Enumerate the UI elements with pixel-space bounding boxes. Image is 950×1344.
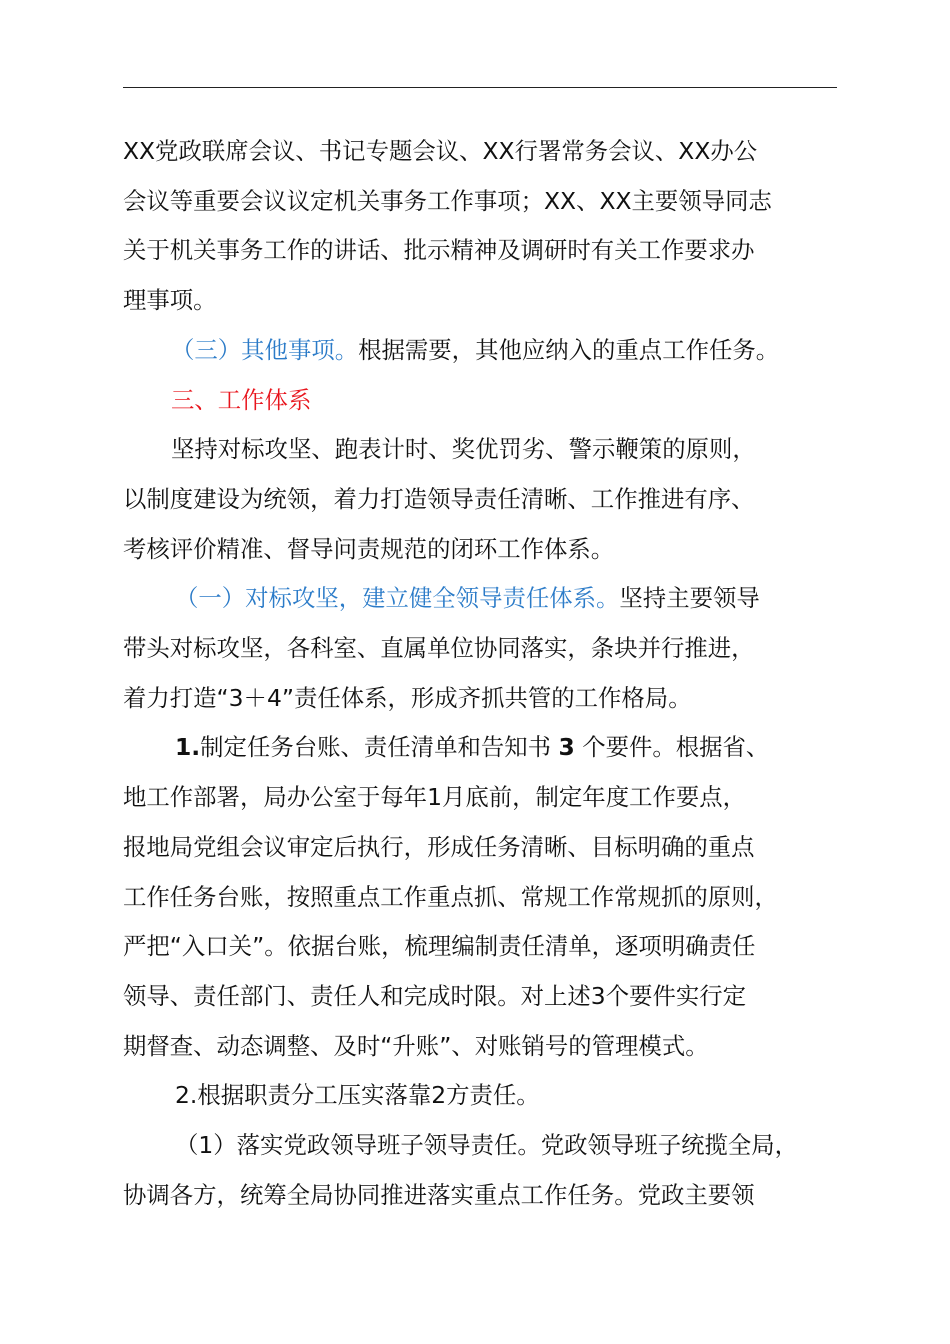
text-line: 协调各方，统筹全局协同推进落实重点工作任务。党政主要领: [123, 1180, 755, 1209]
text-line: 理事项。: [123, 286, 217, 315]
text-line: 关于机关事务工作的讲话、批示精神及调研时有关工作要求办: [123, 236, 755, 265]
paragraph-other-matters: [123, 326, 848, 376]
section-heading-work-system: 三、工作体系: [171, 385, 312, 414]
item-number: 1.: [175, 733, 201, 762]
paragraph-meetings: [123, 127, 848, 326]
text-line: 工作任务台账，按照重点工作重点抓、常规工作常规抓的原则，: [123, 882, 778, 911]
text-run: 制定任务台账、责任清单和告知书: [200, 733, 552, 762]
text-line: 领导、责任部门、责任人和完成时限。对上述3个要件实行定: [123, 981, 747, 1010]
text-line: 着力打造“3＋4”责任体系，形成齐抓共管的工作格局。: [123, 683, 692, 712]
text-line: 2.根据职责分工压实落靠2方责任。: [175, 1081, 540, 1110]
paragraph-task-ledger: [123, 723, 848, 1071]
text-run: 个要件。根据省、: [582, 733, 770, 762]
text-line: 期督查、动态调整、及时“升账”、对账销号的管理模式。: [123, 1031, 709, 1060]
bold-count: 3: [558, 733, 575, 762]
paragraph-responsibility-system: [123, 574, 848, 723]
text-run: 坚持主要领导: [619, 584, 760, 613]
document-body: [123, 127, 848, 1220]
text-run: 根据需要，其他应纳入的重点工作任务。: [358, 335, 780, 364]
text-line: 会议等重要会议议定机关事务工作事项；XX、XX主要领导同志: [123, 186, 772, 215]
text-line: 考核评价精准、督导问责规范的闭环工作体系。: [123, 534, 615, 563]
text-line: 地工作部署，局办公室于每年1月底前，制定年度工作要点，: [123, 783, 747, 812]
paragraph-two-responsibilities: [123, 1071, 848, 1121]
text-line: XX党政联席会议、书记专题会议、XX行署常务会议、XX办公: [123, 137, 758, 165]
text-line: （1）落实党政领导班子领导责任。党政领导班子统揽全局，: [175, 1131, 799, 1160]
section-heading-responsibility: （一）对标攻坚，建立健全领导责任体系。: [175, 584, 620, 613]
paragraph-principles: [123, 425, 848, 574]
section-heading-other-matters: （三）其他事项。: [171, 335, 359, 364]
text-line: 带头对标攻坚，各科室、直属单位协同落实，条块并行推进，: [123, 634, 755, 663]
paragraph-leadership: [123, 1121, 848, 1220]
text-line: 坚持对标攻坚、跑表计时、奖优罚劣、警示鞭策的原则，: [171, 435, 756, 464]
text-line: 严把“入口关”。依据台账，梳理编制责任清单，逐项明确责任: [123, 932, 756, 961]
header-rule: [123, 87, 837, 88]
text-line: 报地局党组会议审定后执行，形成任务清晰、目标明确的重点: [123, 832, 755, 861]
text-line: 以制度建设为统领，着力打造领导责任清晰、工作推进有序、: [123, 484, 755, 513]
paragraph-section-three: [123, 376, 848, 426]
